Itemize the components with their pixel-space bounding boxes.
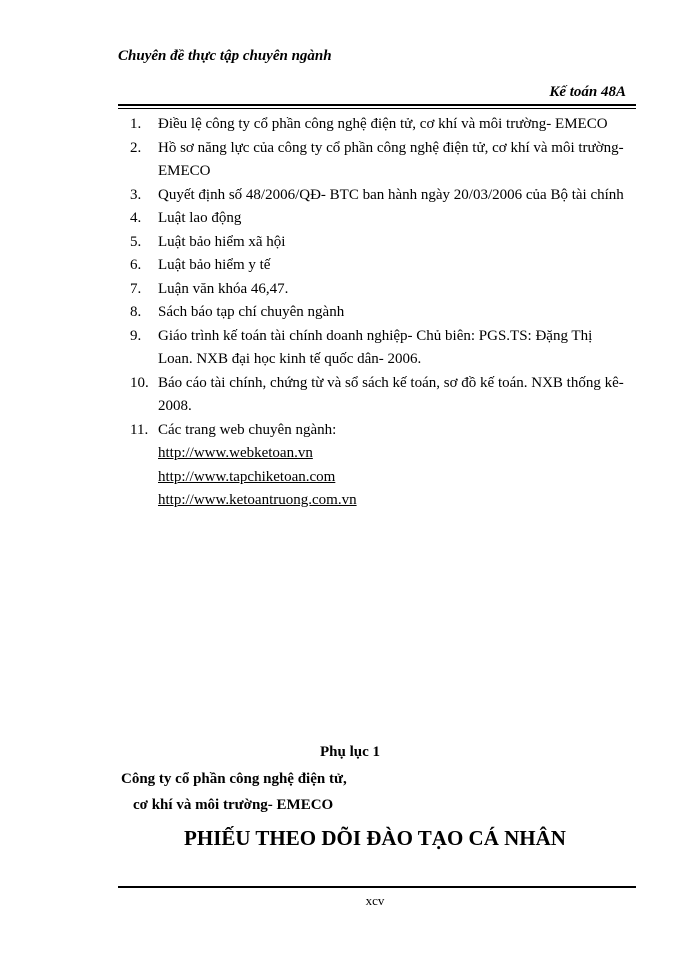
- company-name-line2: cơ khí và môi trường- EMECO: [133, 797, 334, 813]
- form-title: PHIẾU THEO DÕI ĐÀO TẠO CÁ NHÂN: [184, 826, 566, 850]
- list-item-text: Điều lệ công ty cổ phần công nghệ điện tử, cơ khí và môi trường- EMECO: [158, 116, 608, 132]
- header-divider: [118, 104, 636, 109]
- list-item: [130, 419, 630, 513]
- list-item-number: 10.: [130, 374, 149, 391]
- list-item: [130, 278, 630, 302]
- list-item: [130, 325, 630, 372]
- list-item-text: Luận văn khóa 46,47.: [158, 280, 289, 297]
- list-item-number: 1.: [130, 116, 142, 132]
- list-item-text: Giáo trình kế toán tài chính doanh nghiệp- Chủ biên: PGS.TS: Đặng Thị Loan. NXB đại học kinh tế quốc dân- 2006.: [158, 327, 593, 367]
- list-item: [130, 231, 630, 255]
- running-header-class: Kế toán 48A: [549, 84, 626, 100]
- list-item-number: 4.: [130, 210, 142, 226]
- list-item: [130, 184, 630, 208]
- list-item-number: 11.: [130, 421, 149, 438]
- list-item-number: 2.: [130, 139, 142, 156]
- websites-heading: Các trang web chuyên ngành:: [158, 421, 337, 438]
- list-item-number: 5.: [130, 233, 142, 250]
- list-item-text: [158, 419, 630, 513]
- list-item-text: Sách báo tạp chí chuyên ngành: [158, 304, 345, 320]
- list-item-number: 9.: [130, 327, 142, 344]
- list-item-number: 6.: [130, 257, 142, 273]
- website-link-tapchiketoan[interactable]: http://www.tapchiketoan.com: [158, 468, 336, 485]
- list-item-text: Hồ sơ năng lực của công ty cổ phần công nghệ điện tử, cơ khí và môi trường- EMECO: [158, 139, 624, 179]
- list-item-text: Luật bảo hiểm xã hội: [158, 233, 286, 250]
- list-item-number: 8.: [130, 304, 142, 320]
- list-item-text: Quyết định số 48/2006/QĐ- BTC ban hành ngày 20/03/2006 của Bộ tài chính: [158, 186, 624, 203]
- list-item: [130, 372, 630, 419]
- list-item: [130, 113, 630, 137]
- running-header-title: Chuyên đề thực tập chuyên ngành: [118, 48, 332, 64]
- list-item-number: 3.: [130, 186, 142, 203]
- footer-divider: [118, 886, 636, 888]
- list-item-text: Báo cáo tài chính, chứng từ và sổ sách kế toán, sơ đồ kế toán. NXB thống kê- 2008.: [158, 374, 624, 414]
- website-link-webketoan[interactable]: http://www.webketoan.vn: [158, 445, 313, 461]
- page-number: xcv: [365, 893, 385, 908]
- list-item-text: Luật lao động: [158, 210, 242, 226]
- list-item: [130, 254, 630, 278]
- list-item: [130, 137, 630, 184]
- reference-list: [130, 113, 630, 513]
- list-item-text: Luật bảo hiểm y tế: [158, 257, 271, 273]
- list-item: [130, 301, 630, 325]
- appendix-label: Phụ lục 1: [319, 744, 380, 760]
- website-link-ketoantruong[interactable]: http://www.ketoantruong.com.vn: [158, 492, 357, 508]
- list-item: [130, 207, 630, 231]
- list-item-number: 7.: [130, 280, 142, 297]
- company-name-line1: Công ty cổ phần công nghệ điện tử,: [121, 771, 347, 787]
